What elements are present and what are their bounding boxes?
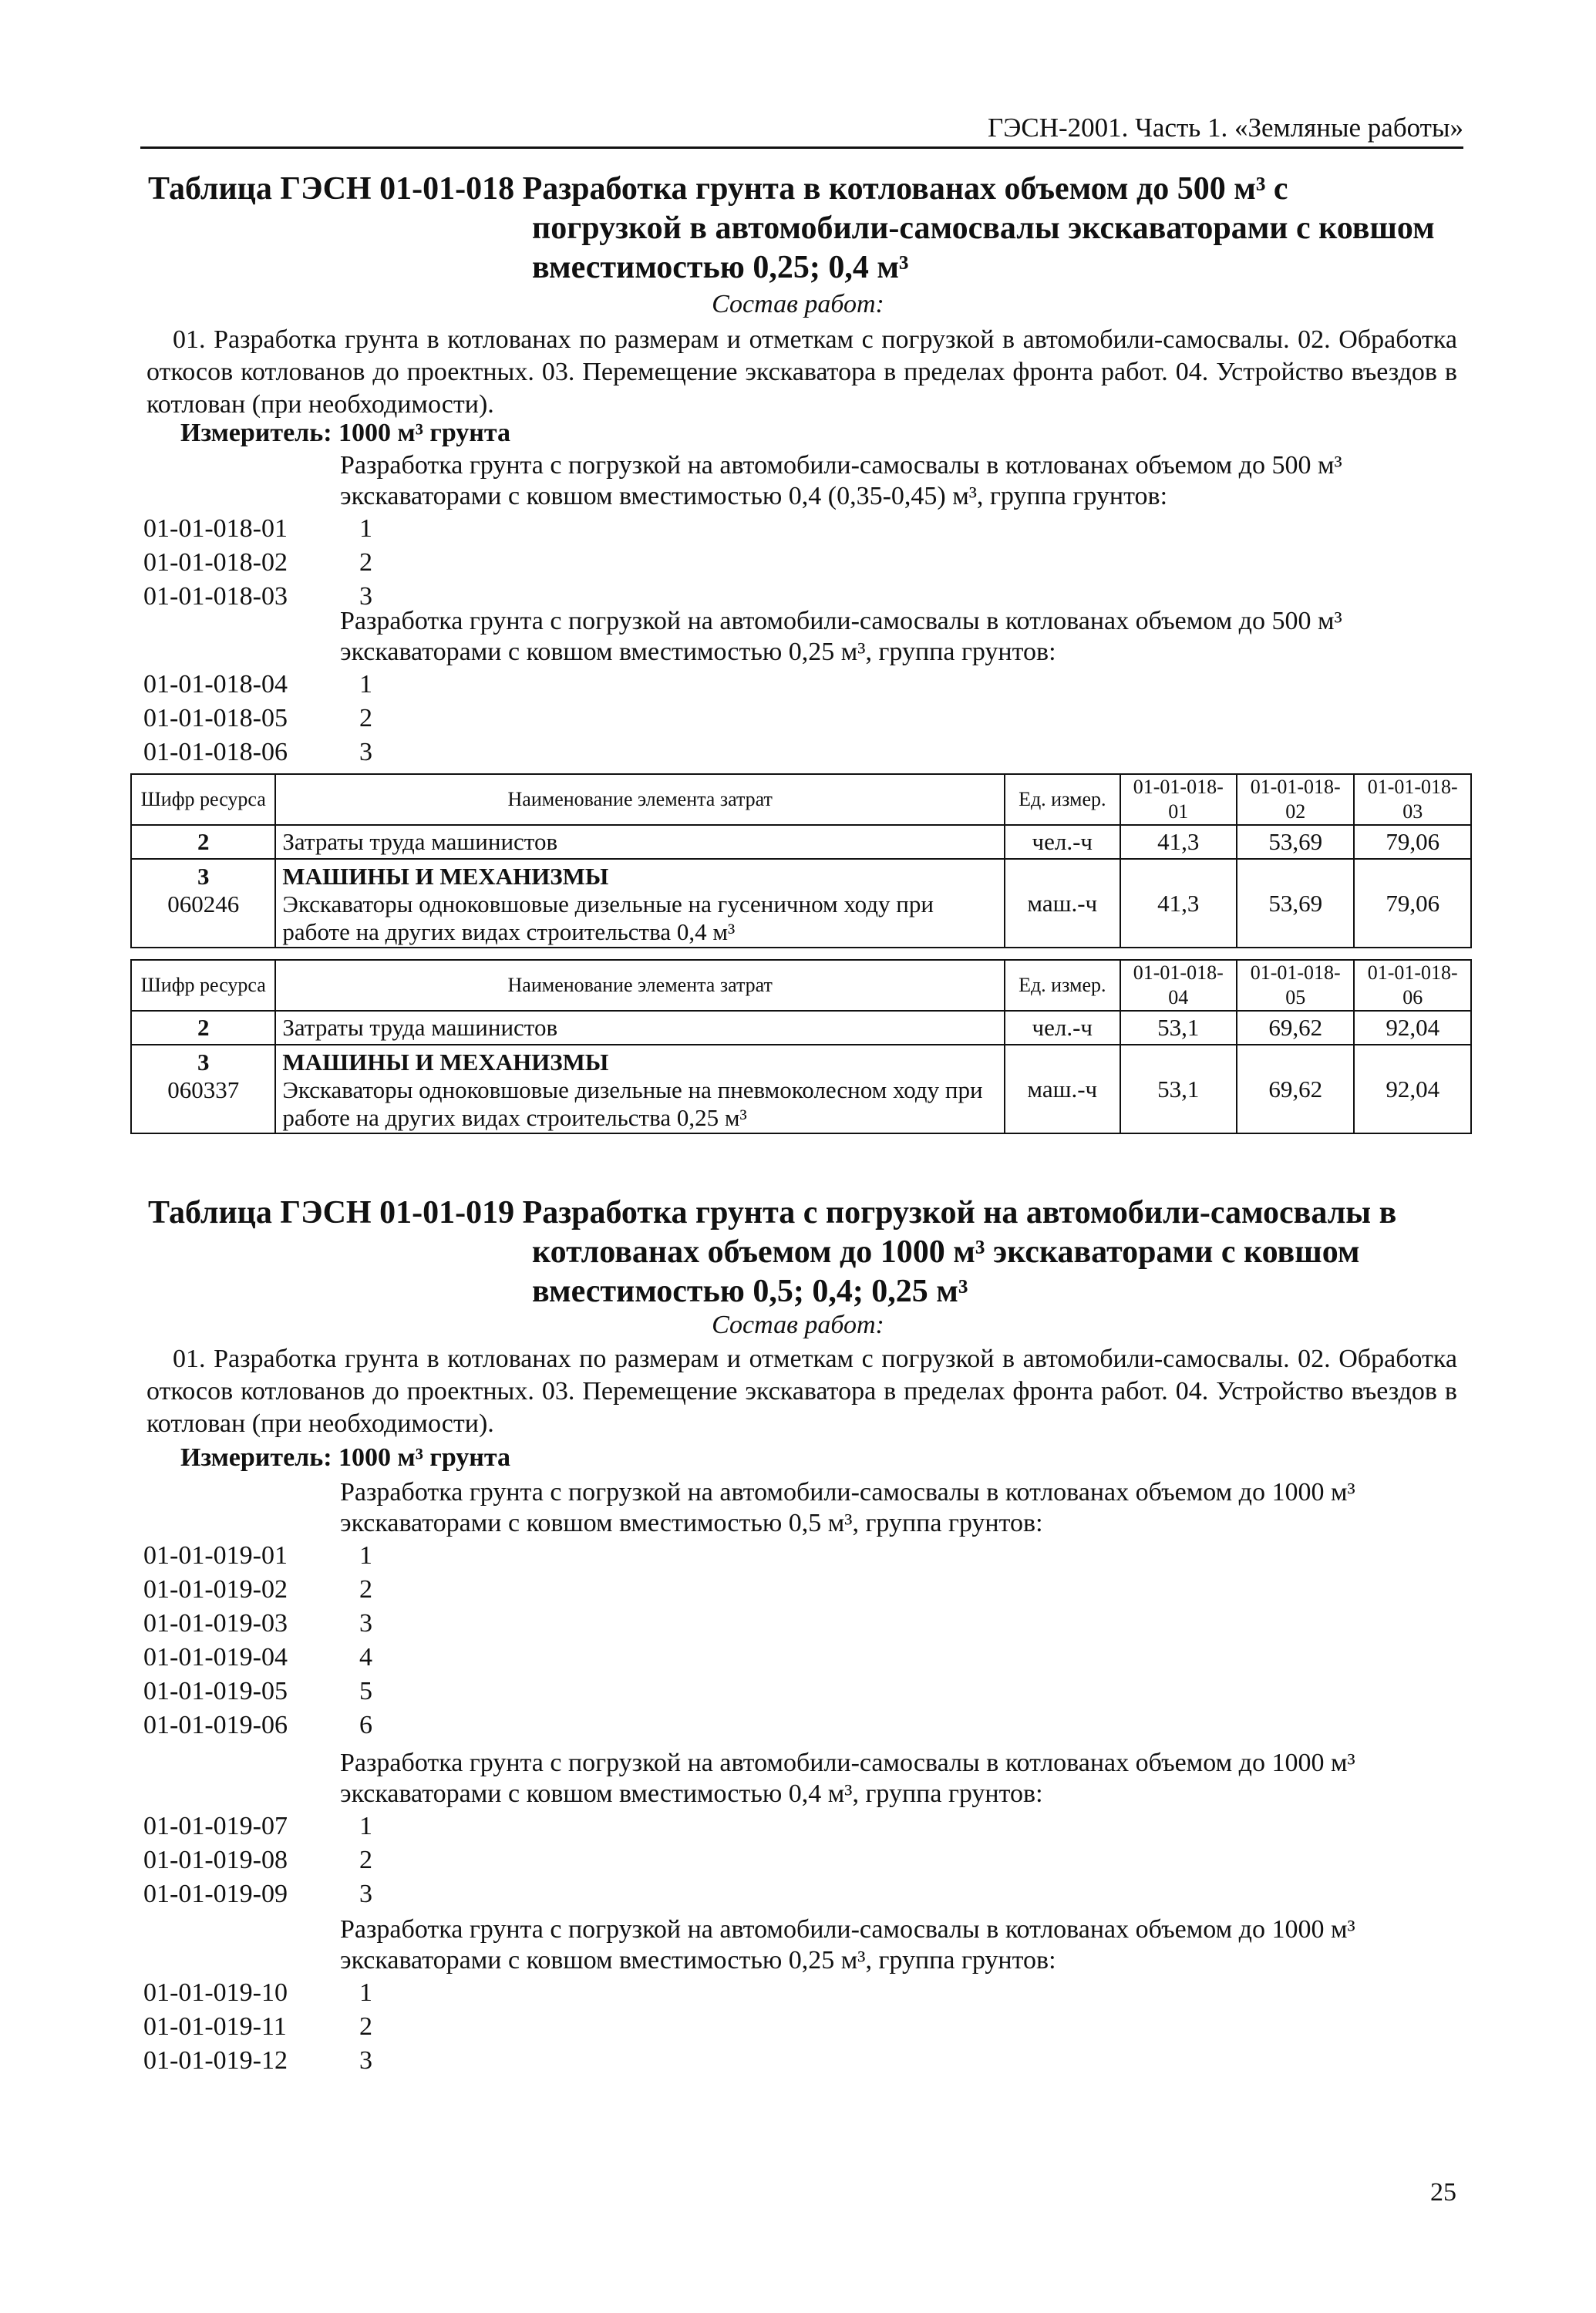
soil-group: 2 (359, 704, 372, 732)
column-header: Наименование элемента затрат (275, 774, 1005, 825)
column-header: Шифр ресурса (131, 774, 275, 825)
section-title-line: котлованах объемом до 1000 м³ экскаваторами с ковшом (532, 1234, 1360, 1270)
norm-value: 53,1 (1120, 1011, 1237, 1045)
norm-value: 92,04 (1354, 1045, 1471, 1133)
norm-code: 01-01-019-12 (143, 2046, 288, 2075)
norm-value: 53,1 (1120, 1045, 1237, 1133)
group-description: Разработка грунта с погрузкой на автомобили-самосвалы в котлованах объемом до 1000 м³ (340, 1749, 1355, 1777)
column-header: 01-01-018-04 (1120, 960, 1237, 1011)
group-description: Разработка грунта с погрузкой на автомобили-самосвалы в котлованах объемом до 500 м³ (340, 451, 1342, 480)
resource-code: 060246 (167, 891, 240, 917)
norm-code: 01-01-019-06 (143, 1711, 288, 1739)
soil-group: 2 (359, 1846, 372, 1874)
table-row (131, 1045, 1471, 1133)
group-description: экскаваторами с ковшом вместимостью 0,5 м³, группа грунтов: (340, 1509, 1043, 1537)
norm-value: 41,3 (1120, 825, 1237, 859)
section-title-line: вместимостью 0,5; 0,4; 0,25 м³ (532, 1274, 968, 1309)
column-header: Шифр ресурса (131, 960, 275, 1011)
measure-unit: Измеритель: 1000 м³ грунта (180, 1443, 511, 1472)
norm-code: 01-01-019-11 (143, 2012, 287, 2041)
norm-code: 01-01-019-07 (143, 1812, 288, 1840)
composition-text: 01. Разработка грунта в котлованах по размерам и отметкам с погрузкой в автомобили-самосвалы. 02. Обработка откосов котлованов до проектных. 03. Перемещение экскаватора в пределах фронта работ. 04. Устройство въездов в котлован (при необходимости). (146, 325, 1457, 419)
measure-unit: Измеритель: 1000 м³ грунта (180, 419, 511, 447)
soil-group: 3 (359, 582, 372, 611)
group-description: экскаваторами с ковшом вместимостью 0,4 м³, группа грунтов: (340, 1779, 1043, 1808)
group-description: экскаваторами с ковшом вместимостью 0,25 м³, группа грунтов: (340, 638, 1056, 666)
cost-element-name: Экскаваторы одноковшовые дизельные на пневмоколесном ходу при работе на других видах строительства 0,25 м³ (282, 1076, 983, 1131)
norm-value: 69,62 (1237, 1011, 1355, 1045)
column-header: 01-01-018-01 (1120, 774, 1237, 825)
norm-code: 01-01-018-01 (143, 514, 288, 543)
section-title-line: Таблица ГЭСН 01-01-018 Разработка грунта в котлованах объемом до 500 м³ с (148, 171, 1288, 207)
resource-group-code: 3 (197, 1049, 210, 1076)
norm-code: 01-01-019-03 (143, 1609, 288, 1638)
resource-group-name: МАШИНЫ И МЕХАНИЗМЫ (282, 863, 609, 890)
unit: чел.-ч (1005, 1011, 1120, 1045)
table-row (131, 825, 1471, 859)
soil-group: 4 (359, 1643, 372, 1672)
norm-value: 79,06 (1354, 859, 1471, 948)
section-title-line: вместимостью 0,25; 0,4 м³ (532, 250, 909, 285)
norm-value: 79,06 (1354, 825, 1471, 859)
group-description: экскаваторами с ковшом вместимостью 0,4 (0,35-0,45) м³, группа грунтов: (340, 482, 1168, 510)
soil-group: 6 (359, 1711, 372, 1739)
norm-code: 01-01-019-09 (143, 1880, 288, 1908)
page-number: 25 (1430, 2178, 1456, 2207)
norm-value: 69,62 (1237, 1045, 1355, 1133)
soil-group: 1 (359, 670, 372, 699)
resource-code: 060337 (167, 1076, 240, 1103)
composition-label: Состав работ: (712, 1311, 884, 1339)
group-description: экскаваторами с ковшом вместимостью 0,25 м³, группа грунтов: (340, 1946, 1056, 1975)
column-header: Наименование элемента затрат (275, 960, 1005, 1011)
norm-value: 92,04 (1354, 1011, 1471, 1045)
cost-element-name: Затраты труда машинистов (275, 1011, 1005, 1045)
soil-group: 3 (359, 738, 372, 766)
soil-group: 3 (359, 2046, 372, 2075)
norm-code: 01-01-018-06 (143, 738, 288, 766)
soil-group: 1 (359, 1541, 372, 1570)
resource-table (130, 773, 1472, 948)
group-description: Разработка грунта с погрузкой на автомобили-самосвалы в котлованах объемом до 500 м³ (340, 607, 1342, 635)
soil-group: 3 (359, 1880, 372, 1908)
group-description: Разработка грунта с погрузкой на автомобили-самосвалы в котлованах объемом до 1000 м³ (340, 1478, 1355, 1507)
column-header: 01-01-018-06 (1354, 960, 1471, 1011)
soil-group: 1 (359, 514, 372, 543)
resource-group-name: МАШИНЫ И МЕХАНИЗМЫ (282, 1049, 609, 1076)
soil-group: 3 (359, 1609, 372, 1638)
unit: маш.-ч (1005, 859, 1120, 948)
resource-code: 2 (131, 1011, 275, 1045)
table-row (131, 1011, 1471, 1045)
norm-value: 53,69 (1237, 859, 1355, 948)
resource-code: 2 (131, 825, 275, 859)
running-header: ГЭСН-2001. Часть 1. «Земляные работы» (988, 113, 1463, 143)
soil-group: 5 (359, 1677, 372, 1705)
unit: чел.-ч (1005, 825, 1120, 859)
norm-value: 53,69 (1237, 825, 1355, 859)
norm-code: 01-01-019-10 (143, 1978, 288, 2007)
table-row (131, 859, 1471, 948)
resource-table (130, 959, 1472, 1134)
column-header: Ед. измер. (1005, 774, 1120, 825)
norm-code: 01-01-019-01 (143, 1541, 288, 1570)
column-header: 01-01-018-02 (1237, 774, 1355, 825)
soil-group: 1 (359, 1812, 372, 1840)
norm-code: 01-01-019-08 (143, 1846, 288, 1874)
soil-group: 1 (359, 1978, 372, 2007)
norm-code: 01-01-018-05 (143, 704, 288, 732)
composition-label: Состав работ: (712, 290, 884, 318)
resource-group-code: 3 (197, 863, 210, 890)
column-header: 01-01-018-03 (1354, 774, 1471, 825)
cost-element-name: Экскаваторы одноковшовые дизельные на гусеничном ходу при работе на других видах строительства 0,4 м³ (282, 891, 934, 945)
norm-code: 01-01-018-04 (143, 670, 288, 699)
column-header: 01-01-018-05 (1237, 960, 1355, 1011)
soil-group: 2 (359, 2012, 372, 2041)
soil-group: 2 (359, 548, 372, 577)
soil-group: 2 (359, 1575, 372, 1604)
composition-text: 01. Разработка грунта в котлованах по размерам и отметкам с погрузкой в автомобили-самосвалы. 02. Обработка откосов котлованов до проектных. 03. Перемещение экскаватора в пределах фронта работ. 04. Устройство въездов в котлован (при необходимости). (146, 1345, 1457, 1438)
group-description: Разработка грунта с погрузкой на автомобили-самосвалы в котлованах объемом до 1000 м³ (340, 1915, 1355, 1944)
norm-code: 01-01-018-03 (143, 582, 288, 611)
header-rule (140, 146, 1463, 149)
column-header: Ед. измер. (1005, 960, 1120, 1011)
cost-element-name: Затраты труда машинистов (275, 825, 1005, 859)
section-title-line: Таблица ГЭСН 01-01-019 Разработка грунта с погрузкой на автомобили-самосвалы в (148, 1195, 1397, 1231)
norm-code: 01-01-019-04 (143, 1643, 288, 1672)
unit: маш.-ч (1005, 1045, 1120, 1133)
norm-code: 01-01-019-05 (143, 1677, 288, 1705)
norm-code: 01-01-019-02 (143, 1575, 288, 1604)
norm-value: 41,3 (1120, 859, 1237, 948)
norm-code: 01-01-018-02 (143, 548, 288, 577)
section-title-line: погрузкой в автомобили-самосвалы экскаваторами с ковшом (532, 210, 1435, 246)
